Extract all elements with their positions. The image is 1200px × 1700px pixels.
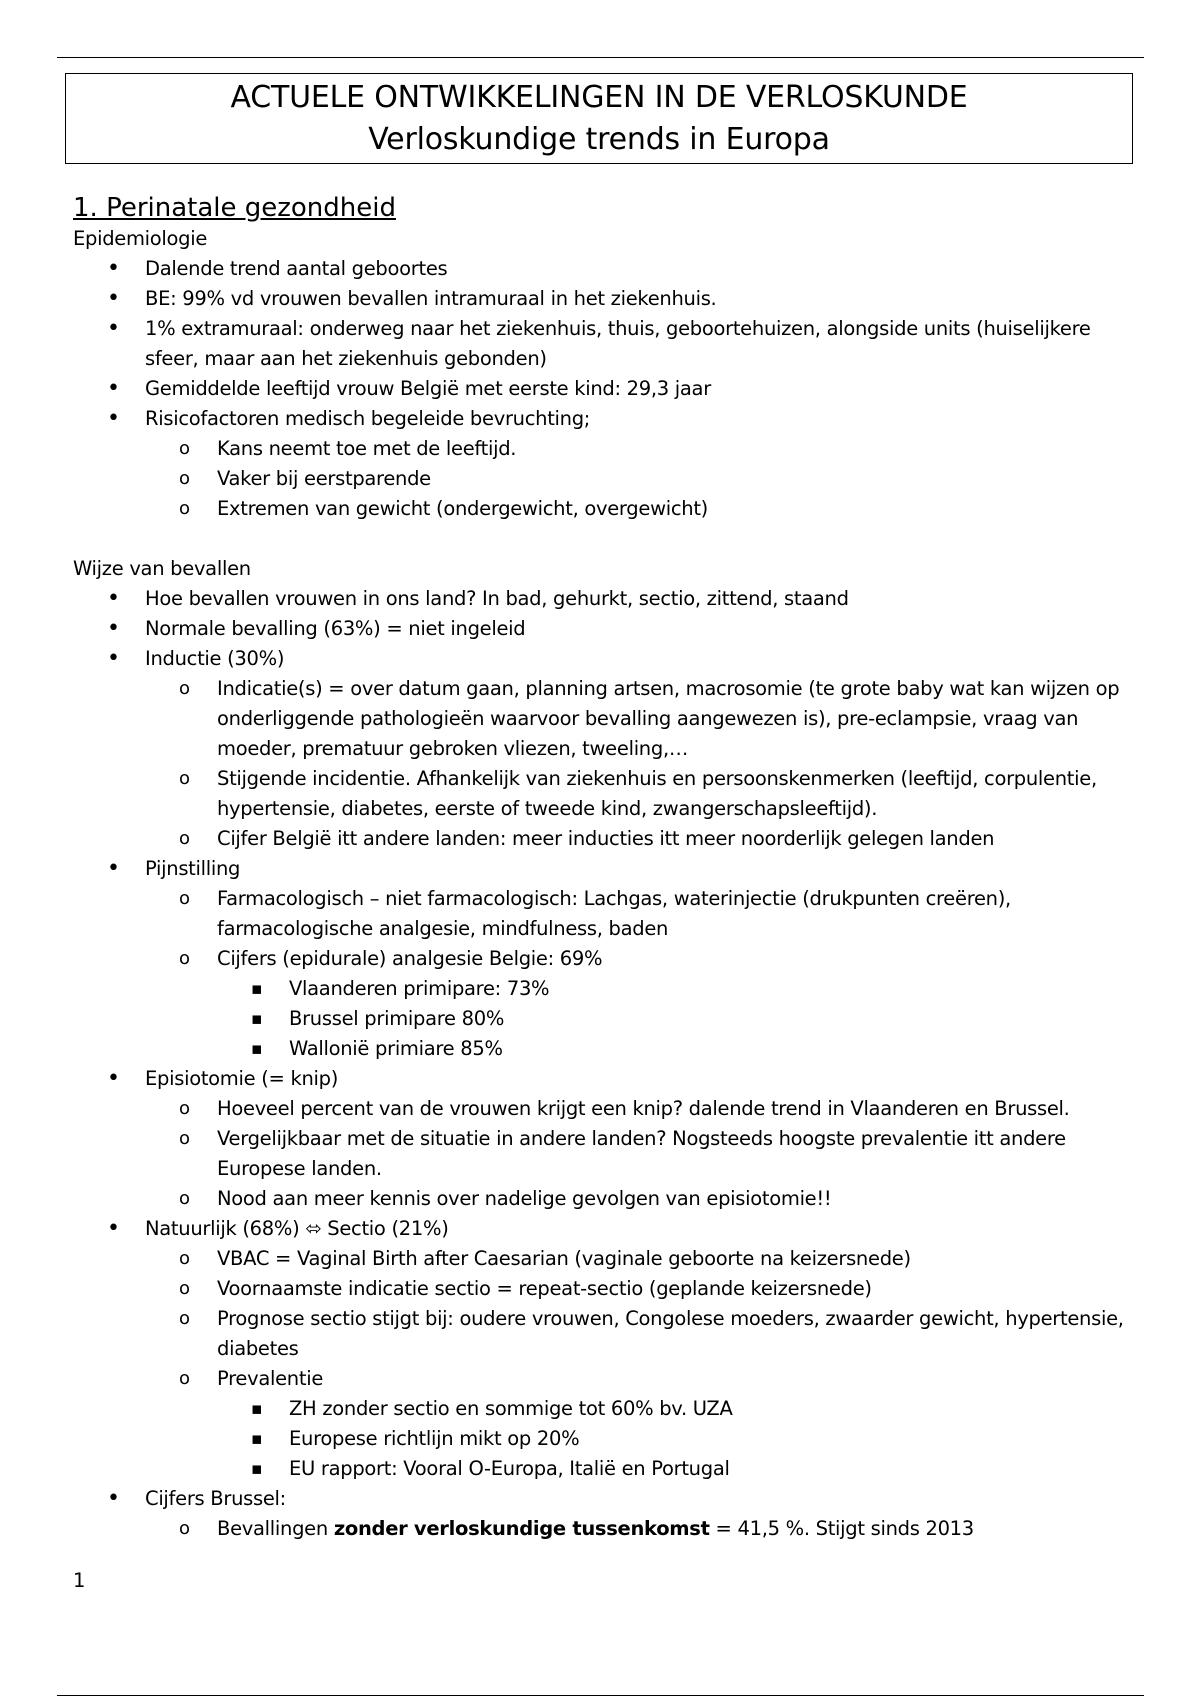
- brussels-bold-term: zonder verloskundige tussenkomst: [333, 1517, 710, 1540]
- list-item: • Inductie (30%) o Indicatie(s) = over datum gaan, planning artsen, macrosomie (te grote baby wat kan wijzen op onderliggende pathologieën waarvoor bevalling aangewezen is), pre-eclampsie, vraag van moeder, prematuur gebroken vliezen, tweeling,… o Stijgende incidentie. Afhankelijk van ziekenhuis en persoonskenmerken (leeftijd, corpulentie, hypertensie, diabetes, eerste of tweede kind, zwangerschapsleeftijd). o Cijfer België itt andere landen: meer inducties itt meer noorderlijk gelegen landen: [73, 644, 1128, 854]
- list-item: • Risicofactoren medisch begeleide bevruchting; o Kans neemt toe met de leeftijd. o Vaker bij eerstparende o Extremen van gewicht (ondergewicht, overgewicht): [73, 404, 1128, 524]
- page-number: 1: [73, 1569, 86, 1592]
- list-item: ▪ Wallonië primiare 85%: [217, 1034, 1128, 1064]
- risk-factor-list: [145, 434, 1128, 524]
- induction-list: [145, 674, 1128, 854]
- list-item: • Normale bevalling (63%) = niet ingeleid: [73, 614, 1128, 644]
- list-item: ▪ Vlaanderen primipare: 73%: [217, 974, 1128, 1004]
- list-item: • Pijnstilling o Farmacologisch – niet farmacologisch: Lachgas, waterinjectie (drukpunten creëren), farmacologische analgesie, mindfulness, baden o Cijfers (epidurale) analgesie Belgie: 69% ▪ Vlaanderen primipare: 73% ▪ Brussel primipare 80% ▪ Wallonië primiare 85%: [73, 854, 1128, 1064]
- list-item: ▪ Brussel primipare 80%: [217, 1004, 1128, 1034]
- bottom-rule: [57, 1695, 1144, 1696]
- pain-relief-list: [145, 884, 1128, 1064]
- list-item: o Extremen van gewicht (ondergewicht, overgewicht): [145, 494, 1128, 524]
- section-heading: 1. Perinatale gezondheid: [73, 193, 396, 223]
- list-item: o Indicatie(s) = over datum gaan, planning artsen, macrosomie (te grote baby wat kan wijzen op onderliggende pathologieën waarvoor bevalling aangewezen is), pre-eclampsie, vraag van moeder, prematuur gebroken vliezen, tweeling,…: [145, 674, 1128, 764]
- brussels-list: [145, 1514, 1128, 1544]
- list-item: o Cijfer België itt andere landen: meer inducties itt meer noorderlijk gelegen landen: [145, 824, 1128, 854]
- list-item: • 1% extramuraal: onderweg naar het ziekenhuis, thuis, geboortehuizen, alongside units (huiselijkere sfeer, maar aan het ziekenhuis gebonden): [73, 314, 1128, 374]
- list-item: ▪ ZH zonder sectio en sommige tot 60% bv. UZA: [217, 1394, 1128, 1424]
- document-subtitle: Verloskundige trends in Europa: [368, 122, 830, 157]
- list-item: [145, 1514, 1128, 1544]
- top-rule: [57, 57, 1144, 58]
- list-item: o Hoeveel percent van de vrouwen krijgt een knip? dalende trend in Vlaanderen en Brussel.: [145, 1094, 1128, 1124]
- list-item: o Vergelijkbaar met de situatie in andere landen? Nogsteeds hoogste prevalentie itt andere Europese landen.: [145, 1124, 1128, 1184]
- list-item: o Nood aan meer kennis over nadelige gevolgen van episiotomie!!: [145, 1184, 1128, 1214]
- list-item: • Gemiddelde leeftijd vrouw België met eerste kind: 29,3 jaar: [73, 374, 1128, 404]
- brussels-prefix: Bevallingen: [217, 1517, 334, 1540]
- region-figures-list: [217, 974, 1128, 1064]
- list-item: o Farmacologisch – niet farmacologisch: Lachgas, waterinjectie (drukpunten creëren), farmacologische analgesie, mindfulness, baden: [145, 884, 1128, 944]
- episiotomy-list: [145, 1094, 1128, 1214]
- list-item: • Dalende trend aantal geboortes: [73, 254, 1128, 284]
- list-item: o Vaker bij eerstparende: [145, 464, 1128, 494]
- list-item: o Kans neemt toe met de leeftijd.: [145, 434, 1128, 464]
- list-item: • Natuurlijk (68%) ⬄ Sectio (21%) o VBAC = Vaginal Birth after Caesarian (vaginale geboorte na keizersnede) o Voornaamste indicatie sectio = repeat-sectio (geplande keizersnede) o Prognose sectio stijgt bij: oudere vrouwen, Congolese moeders, zwaarder gewicht, hypertensie, diabetes o Prevalentie ▪ ZH zonder sectio en sommige tot 60% bv. UZA ▪ Europese richtlijn mikt op 20% ▪ EU rapport: Vooral O-Europa, Italië en Portugal: [73, 1214, 1128, 1484]
- epidemiology-list: [73, 254, 1128, 524]
- list-item: • Episiotomie (= knip) o Hoeveel percent van de vrouwen krijgt een knip? dalende trend in Vlaanderen en Brussel. o Vergelijkbaar met de situatie in andere landen? Nogsteeds hoogste prevalentie itt andere Europese landen. o Nood aan meer kennis over nadelige gevolgen van episiotomie!!: [73, 1064, 1128, 1214]
- list-item: • Cijfers Brussel: o Bevallingen zonder verloskundige tussenkomst = 41,5 %. Stijgt sinds 2013: [73, 1484, 1128, 1544]
- document-title: ACTUELE ONTWIKKELINGEN IN DE VERLOSKUNDE: [230, 80, 968, 115]
- delivery-list: [73, 584, 1128, 1544]
- list-item: o Cijfers (epidurale) analgesie Belgie: 69% ▪ Vlaanderen primipare: 73% ▪ Brussel primipare 80% ▪ Wallonië primiare 85%: [145, 944, 1128, 1064]
- document-body: [73, 224, 1128, 1544]
- epidemiology-label: Epidemiologie: [73, 227, 208, 250]
- list-item: o Prevalentie ▪ ZH zonder sectio en sommige tot 60% bv. UZA ▪ Europese richtlijn mikt op 20% ▪ EU rapport: Vooral O-Europa, Italië en Portugal: [145, 1364, 1128, 1484]
- list-item: o Stijgende incidentie. Afhankelijk van ziekenhuis en persoonskenmerken (leeftijd, corpulentie, hypertensie, diabetes, eerste of tweede kind, zwangerschapsleeftijd).: [145, 764, 1128, 824]
- prevalence-list: [217, 1394, 1128, 1484]
- delivery-label: Wijze van bevallen: [73, 557, 251, 580]
- list-item: o VBAC = Vaginal Birth after Caesarian (vaginale geboorte na keizersnede): [145, 1244, 1128, 1274]
- list-item: ▪ Europese richtlijn mikt op 20%: [217, 1424, 1128, 1454]
- title-box: [65, 73, 1133, 164]
- list-item: ▪ EU rapport: Vooral O-Europa, Italië en Portugal: [217, 1454, 1128, 1484]
- brussels-suffix: = 41,5 %. Stijgt sinds 2013: [709, 1517, 974, 1540]
- list-item: o Prognose sectio stijgt bij: oudere vrouwen, Congolese moeders, zwaarder gewicht, hypertensie, diabetes: [145, 1304, 1128, 1364]
- spacer: [73, 524, 1128, 554]
- natural-vs-section-list: [145, 1244, 1128, 1484]
- list-item: o Voornaamste indicatie sectio = repeat-sectio (geplande keizersnede): [145, 1274, 1128, 1304]
- list-item: • BE: 99% vd vrouwen bevallen intramuraal in het ziekenhuis.: [73, 284, 1128, 314]
- list-item: • Hoe bevallen vrouwen in ons land? In bad, gehurkt, sectio, zittend, staand: [73, 584, 1128, 614]
